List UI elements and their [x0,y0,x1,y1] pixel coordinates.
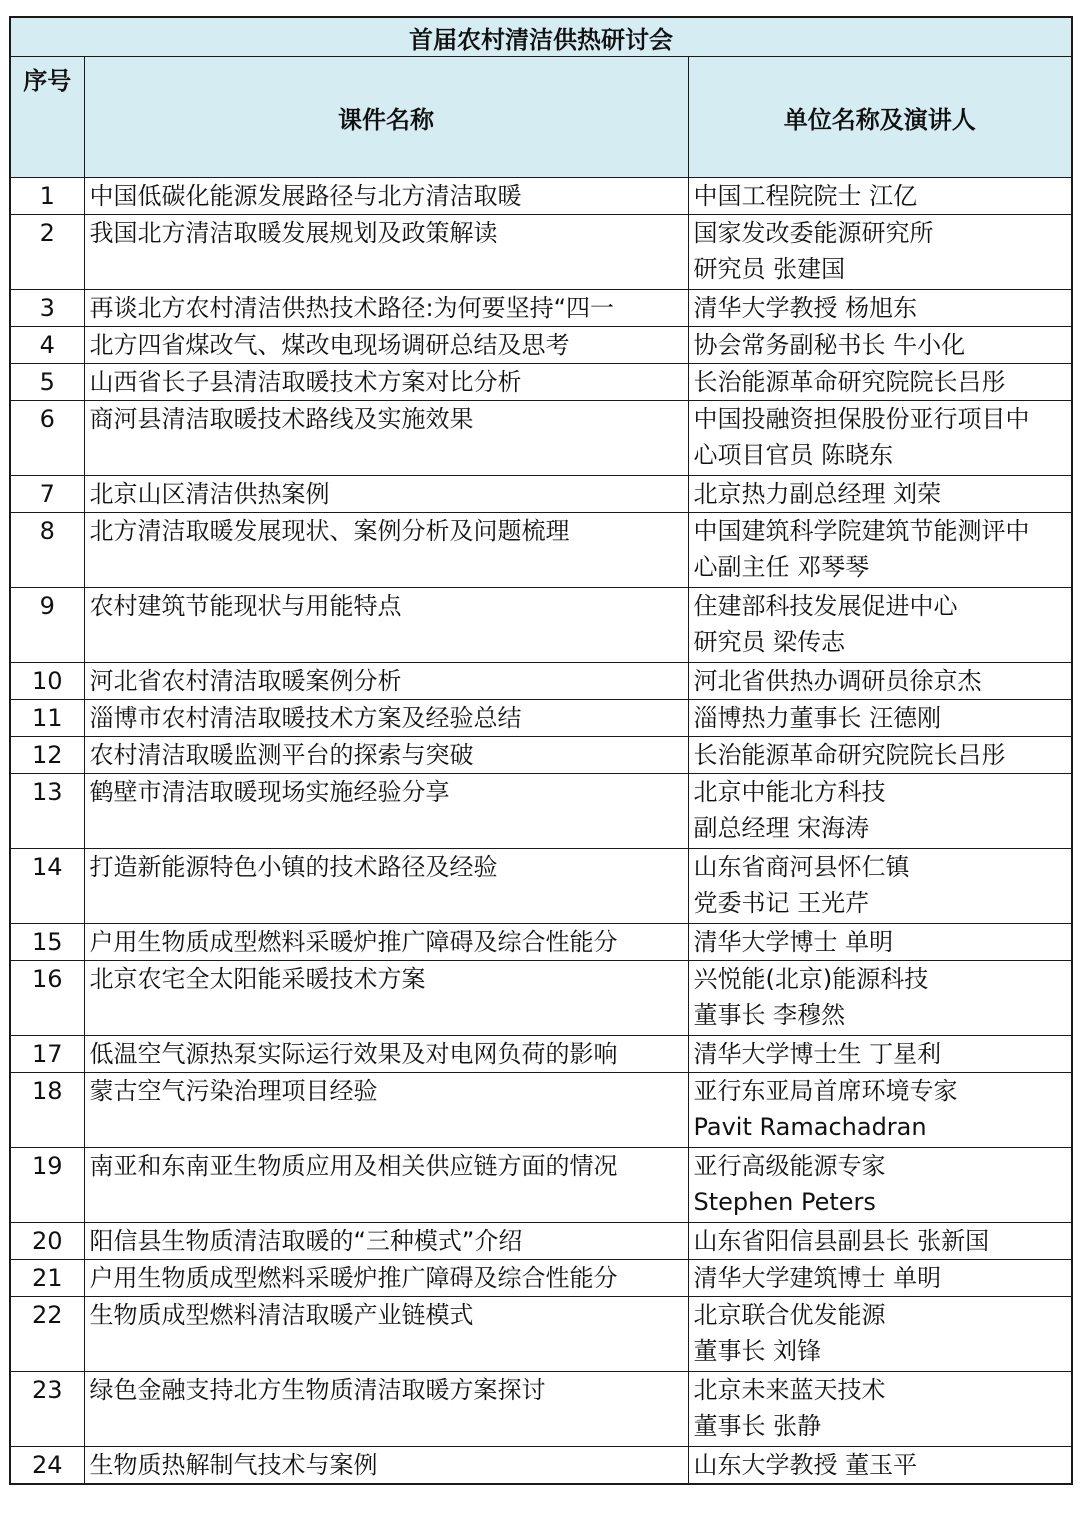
row-number: 13 [10,774,84,849]
speaker-line: 清华大学建筑博士 单明 [693,1264,942,1292]
row-number: 17 [10,1036,84,1073]
course-name: 低温空气源热泵实际运行效果及对电网负荷的影响 [84,1036,688,1073]
speaker-cell [688,215,1072,290]
row-number: 16 [10,961,84,1036]
speaker-cell [688,1447,1072,1485]
table-row [10,1372,1072,1447]
speaker-cell [688,327,1072,364]
table-row [10,290,1072,327]
table-row [10,178,1072,215]
speaker-line: 研究员 梁传志 [693,628,846,656]
speaker-line: 亚行高级能源专家 [693,1152,886,1180]
speaker-cell [688,1223,1072,1260]
speaker-line: 山东省阳信县副县长 张新国 [693,1227,990,1255]
speaker-cell [688,737,1072,774]
speaker-line: 董事长 刘锋 [693,1337,822,1365]
speaker-line: 淄博热力董事长 汪德刚 [693,704,942,732]
course-name: 中国低碳化能源发展路径与北方清洁取暖 [84,178,688,215]
course-name: 商河县清洁取暖技术路线及实施效果 [84,401,688,476]
course-name: 北方四省煤改气、煤改电现场调研总结及思考 [84,327,688,364]
speaker-line: 心项目官员 陈晓东 [693,441,894,469]
row-number: 8 [10,513,84,588]
speaker-line: 兴悦能(北京)能源科技 [693,965,929,993]
speaker-line: 亚行东亚局首席环境专家 [693,1077,958,1105]
table-row [10,1223,1072,1260]
speaker-cell [688,1036,1072,1073]
speaker-line: 中国工程院院士 江亿 [693,182,918,210]
course-name: 蒙古空气污染治理项目经验 [84,1073,688,1148]
speaker-cell [688,924,1072,961]
row-number: 2 [10,215,84,290]
table-row [10,1148,1072,1223]
speaker-line: 长治能源革命研究院院长吕彤 [693,741,1006,769]
course-name: 生物质成型燃料清洁取暖产业链模式 [84,1297,688,1372]
row-number: 5 [10,364,84,401]
speaker-cell [688,700,1072,737]
table-row [10,364,1072,401]
row-number: 22 [10,1297,84,1372]
table-row [10,401,1072,476]
course-name: 鹤壁市清洁取暖现场实施经验分享 [84,774,688,849]
seminar-table [9,16,1073,1485]
speaker-line: 清华大学博士生 丁星利 [693,1040,942,1068]
speaker-cell [688,961,1072,1036]
speaker-line: 研究员 张建国 [693,255,846,283]
speaker-cell [688,178,1072,215]
table-row [10,1447,1072,1485]
course-name: 户用生物质成型燃料采暖炉推广障碍及综合性能分 [84,924,688,961]
speaker-line: 协会常务副秘书长 牛小化 [693,331,966,359]
speaker-cell [688,1260,1072,1297]
row-number: 11 [10,700,84,737]
speaker-line: 中国投融资担保股份亚行项目中 [693,405,1030,433]
speaker-cell [688,513,1072,588]
course-name: 绿色金融支持北方生物质清洁取暖方案探讨 [84,1372,688,1447]
table-row [10,1260,1072,1297]
course-name: 北京山区清洁供热案例 [84,476,688,513]
speaker-cell [688,774,1072,849]
speaker-cell [688,476,1072,513]
table-row [10,476,1072,513]
table-row [10,327,1072,364]
row-number: 23 [10,1372,84,1447]
table-row [10,663,1072,700]
row-number: 24 [10,1447,84,1485]
speaker-line: 山东大学教授 董玉平 [693,1451,918,1479]
speaker-cell [688,849,1072,924]
row-number: 3 [10,290,84,327]
row-number: 9 [10,588,84,663]
speaker-line: 河北省供热办调研员徐京杰 [693,667,982,695]
speaker-line: 山东省商河县怀仁镇 [693,853,910,881]
speaker-cell [688,1297,1072,1372]
table-row [10,1073,1072,1148]
speaker-line: Pavit Ramachadran [693,1113,927,1141]
speaker-line: 清华大学博士 单明 [693,928,894,956]
speaker-line: 北京联合优发能源 [693,1301,886,1329]
table-row [10,588,1072,663]
table-row [10,1297,1072,1372]
table-row [10,924,1072,961]
course-name: 北京农宅全太阳能采暖技术方案 [84,961,688,1036]
course-name: 农村清洁取暖监测平台的探索与突破 [84,737,688,774]
speaker-cell [688,290,1072,327]
course-name: 我国北方清洁取暖发展规划及政策解读 [84,215,688,290]
speaker-cell [688,1372,1072,1447]
table-row [10,513,1072,588]
speaker-line: 清华大学教授 杨旭东 [693,294,918,322]
speaker-line: 北京中能北方科技 [693,778,886,806]
row-number: 7 [10,476,84,513]
header-row [10,57,1072,178]
course-name: 北方清洁取暖发展现状、案例分析及问题梳理 [84,513,688,588]
course-name: 淄博市农村清洁取暖技术方案及经验总结 [84,700,688,737]
table-row [10,737,1072,774]
table-title: 首届农村清洁供热研讨会 [10,17,1072,57]
table-row [10,1036,1072,1073]
speaker-cell [688,401,1072,476]
speaker-cell [688,1073,1072,1148]
speaker-line: 长治能源革命研究院院长吕彤 [693,368,1006,396]
speaker-line: 国家发改委能源研究所 [693,219,934,247]
table-row [10,774,1072,849]
course-name: 阳信县生物质清洁取暖的“三种模式”介绍 [84,1223,688,1260]
row-number: 4 [10,327,84,364]
row-number: 18 [10,1073,84,1148]
speaker-cell [688,364,1072,401]
course-name: 户用生物质成型燃料采暖炉推广障碍及综合性能分 [84,1260,688,1297]
table-row [10,215,1072,290]
speaker-line: 副总经理 宋海涛 [693,814,870,842]
course-name: 南亚和东南亚生物质应用及相关供应链方面的情况 [84,1148,688,1223]
speaker-line: 北京未来蓝天技术 [693,1376,886,1404]
row-number: 12 [10,737,84,774]
speaker-line: 住建部科技发展促进中心 [693,592,958,620]
row-number: 21 [10,1260,84,1297]
speaker-line: 北京热力副总经理 刘荣 [693,480,942,508]
title-row [10,17,1072,57]
course-name: 农村建筑节能现状与用能特点 [84,588,688,663]
table-row [10,961,1072,1036]
speaker-line: 党委书记 王光芹 [693,889,870,917]
table-row [10,849,1072,924]
row-number: 10 [10,663,84,700]
row-number: 14 [10,849,84,924]
header-course: 课件名称 [84,57,688,178]
course-name: 打造新能源特色小镇的技术路径及经验 [84,849,688,924]
speaker-cell [688,588,1072,663]
row-number: 19 [10,1148,84,1223]
row-number: 1 [10,178,84,215]
speaker-line: Stephen Peters [693,1188,876,1216]
row-number: 20 [10,1223,84,1260]
course-name: 再谈北方农村清洁供热技术路径:为何要坚持“四一 [84,290,688,327]
speaker-line: 董事长 张静 [693,1412,822,1440]
header-speaker: 单位名称及演讲人 [688,57,1072,178]
speaker-cell [688,1148,1072,1223]
speaker-line: 中国建筑科学院建筑节能测评中 [693,517,1030,545]
course-name: 河北省农村清洁取暖案例分析 [84,663,688,700]
speaker-cell [688,663,1072,700]
header-seq: 序号 [10,57,84,178]
speaker-line: 董事长 李穆然 [693,1001,846,1029]
course-name: 山西省长子县清洁取暖技术方案对比分析 [84,364,688,401]
table-row [10,700,1072,737]
row-number: 15 [10,924,84,961]
speaker-line: 心副主任 邓琴琴 [693,553,870,581]
course-name: 生物质热解制气技术与案例 [84,1447,688,1485]
row-number: 6 [10,401,84,476]
